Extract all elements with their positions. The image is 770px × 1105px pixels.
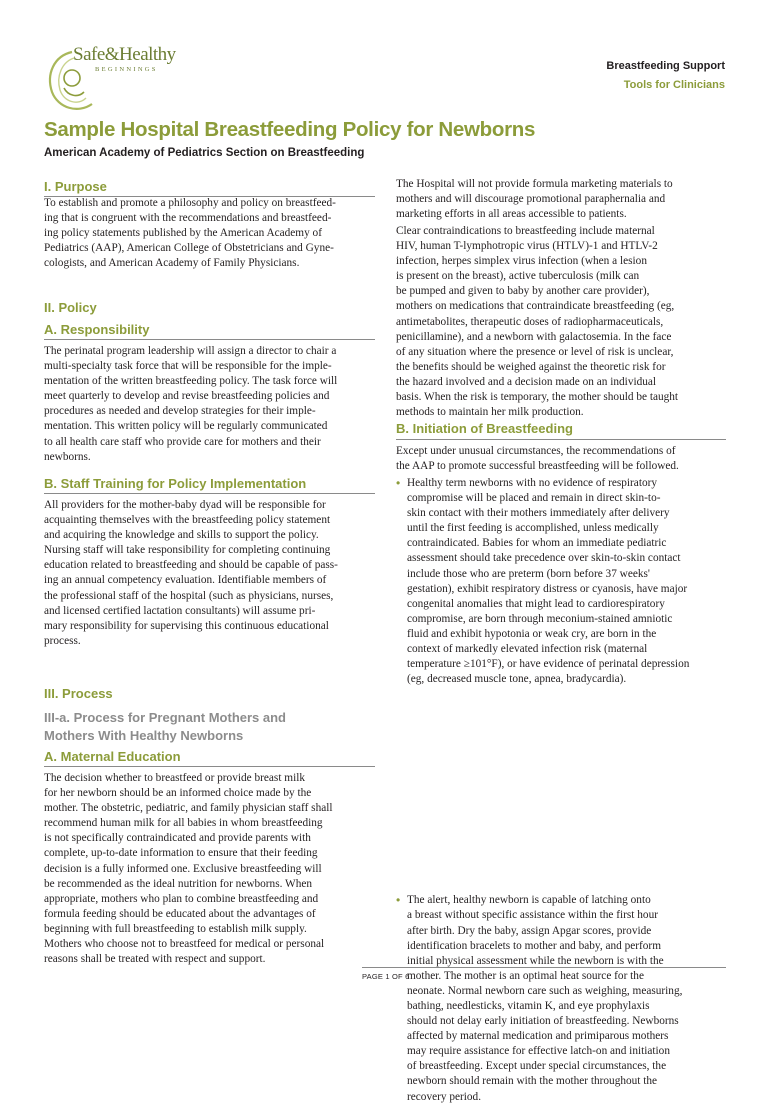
text-line: fluid and exhibit hypotonia or weak cry, are born in the [407, 627, 657, 640]
responsibility-paragraph [44, 344, 379, 465]
text-line: for her newborn should be an informed choice made by the [44, 787, 312, 800]
text-line: recommend human milk for all babies in whom breastfeeding [44, 817, 323, 830]
text-line: identification bracelets to mother and baby, and perform [407, 939, 661, 952]
text-line: mary responsibility for supervising this continuous educational [44, 619, 329, 632]
text-line: meet quarterly to develop and revise breastfeeding policies and [44, 390, 330, 403]
text-line: education related to breastfeeding and should be capable of pass- [44, 559, 338, 572]
text-line: The decision whether to breastfeed or provide breast milk [44, 772, 305, 784]
purpose-paragraph [44, 196, 379, 271]
text-line: The alert, healthy newborn is capable of latching onto [407, 894, 651, 907]
text-line: and acquiring the knowledge and skills to support the policy. [44, 529, 319, 542]
text-line: mother. The mother is an optimal heat source for the [407, 969, 644, 982]
text-line: include those who are preterm (born before 37 weeks' [407, 567, 650, 580]
text-line: temperature ≥101°F), or have evidence of perinatal depression [407, 658, 690, 671]
text-line: should not delay early initiation of breastfeeding. Newborns [407, 1015, 679, 1028]
text-line: congenital anomalies that might lead to cardiorespiratory [407, 597, 665, 610]
text-line: and licensed certified lactation consultants) will assume pri- [44, 604, 316, 617]
maternal-education-heading: A. Maternal Education [44, 749, 181, 764]
text-line: decision is a fully informed one. Exclusive breastfeeding will [44, 862, 322, 875]
text-line: marketing efforts in all areas accessible to patients. [396, 208, 627, 221]
text-line: the professional staff of the hospital (such as physicians, nurses, [44, 589, 334, 602]
text-line: may require assistance for effective latch-on and initiation [407, 1045, 670, 1058]
text-line: The perinatal program leadership will assign a director to chair a [44, 345, 337, 357]
staff-training-heading: B. Staff Training for Policy Implementation [44, 476, 307, 491]
formula-marketing-paragraph [396, 177, 731, 222]
text-line: a breast without specific assistance within the first hour [407, 909, 658, 922]
text-line: infection, herpes simplex virus infection (when a lesion [396, 255, 647, 268]
text-line: reasons shall be treated with respect and support. [44, 953, 266, 966]
text-line: newborn should remain with the mother throughout the [407, 1075, 658, 1088]
bullet-icon: • [396, 476, 401, 490]
text-line: the hazard involved and a decision made on an individual [396, 375, 657, 388]
text-line: compromise, are born through meconium-stained amniotic [407, 612, 673, 625]
text-line: ing policy statements published by the American Academy of [44, 227, 322, 240]
bullet-item [396, 476, 737, 687]
text-line: recovery period. [407, 1090, 482, 1103]
staff-training-paragraph [44, 498, 379, 649]
text-line: basis. When the risk is temporary, the mother should be taught [396, 391, 679, 404]
text-line: gestation), exhibit respiratory distress or cyanosis, have major [407, 582, 688, 595]
text-line: methods to maintain her milk production. [396, 406, 584, 419]
text-line: of breastfeeding. Except under special circumstances, the [407, 1060, 667, 1073]
text-line: Nursing staff will take responsibility for completing continuing [44, 544, 331, 557]
text-line: All providers for the mother-baby dyad will be responsible for [44, 499, 326, 511]
text-line: multi-specialty task force that will be responsible for the imple- [44, 360, 332, 373]
text-line: the benefits should be weighed against the theoretic risk for [396, 360, 666, 373]
header-series-label: Tools for Clinicians [623, 79, 725, 91]
text-line: assessment should take precedence over skin-to-skin contact [407, 552, 681, 565]
text-line: neonate. Normal newborn care such as weighing, measuring, [407, 984, 683, 997]
text-line: mentation. This written policy will be regularly communicated [44, 420, 328, 433]
text-line: process. [44, 634, 81, 647]
text-line: antimetabolites, therapeutic doses of radiopharmaceuticals, [396, 315, 664, 328]
footer-divider [362, 967, 726, 968]
text-line: context of markedly elevated infection risk (maternal [407, 643, 648, 656]
text-line: mother. The obstetric, pediatric, and family physician staff shall [44, 802, 333, 815]
text-line: mothers on medications that contraindicate breastfeeding (eg, [396, 300, 675, 313]
divider [44, 339, 375, 340]
text-line: To establish and promote a philosophy and policy on breastfeed- [44, 197, 336, 209]
divider [44, 766, 375, 767]
text-line: beginning with full breastfeeding to establish milk supply. [44, 922, 307, 935]
text-line: is not specifically contraindicated and provide parents with [44, 832, 311, 845]
responsibility-heading: A. Responsibility [44, 322, 150, 337]
text-line: be recommended as the ideal nutrition for newborns. When [44, 877, 313, 890]
text-line: newborns. [44, 450, 91, 463]
text-line: HIV, human T-lymphotropic virus (HTLV)-1 and HTLV-2 [396, 240, 658, 253]
text-line: penicillamine), and a newborn with galactosemia. In the face [396, 330, 672, 343]
divider [44, 493, 375, 494]
text-line: compromise will be placed and remain in direct skin-to- [407, 492, 661, 505]
page-title: Sample Hospital Breastfeeding Policy for Newborns [44, 118, 536, 141]
bullet-text [407, 476, 737, 687]
text-line: ing an annual competency evaluation. Identifiable members of [44, 574, 327, 587]
process-heading: III. Process [44, 686, 113, 701]
text-line: affected by maternal medication and primiparous mothers [407, 1030, 669, 1043]
bullet-icon: • [396, 893, 401, 908]
page-number: PAGE 1 OF 6 [362, 972, 410, 981]
text-line: Except under unusual circumstances, the recommendations of [396, 445, 676, 457]
text-line: Clear contraindications to breastfeeding include maternal [396, 225, 655, 237]
process-subheading-line2: Mothers With Healthy Newborns [44, 728, 244, 743]
text-line: the AAP to promote successful breastfeeding will be followed. [396, 460, 679, 473]
text-line: ing that is congruent with the recommendations and breastfeed- [44, 212, 332, 225]
text-line: procedures as needed and develop strategies for their imple- [44, 405, 316, 418]
text-line: skin contact with their mothers immediately after delivery [407, 507, 670, 520]
text-line: to all health care staff who provide care for mothers and their [44, 435, 321, 448]
brand-wordmark: Safe&Healthy [73, 44, 176, 65]
initiation-paragraph [396, 444, 731, 474]
brand-tagline: BEGINNINGS [95, 66, 158, 73]
text-line: bathing, needlesticks, vitamin K, and eye prophylaxis [407, 999, 650, 1012]
text-line: be pumped and given to baby by another care provider), [396, 285, 650, 298]
text-line: is present on the breast), active tuberculosis (milk can [396, 270, 640, 283]
text-line: until the first feeding is accomplished, unless medically [407, 522, 659, 535]
contraindications-paragraph [396, 224, 731, 420]
text-line: appropriate, mothers who plan to combine breastfeeding and [44, 892, 319, 905]
text-line: Pediatrics (AAP), American College of Obstetricians and Gyne- [44, 242, 334, 255]
text-line: cologists, and American Academy of Family Physicians. [44, 257, 300, 270]
text-line: Healthy term newborns with no evidence of respiratory [407, 477, 658, 489]
divider [396, 439, 726, 440]
text-line: Mothers who choose not to breastfeed for medical or personal [44, 938, 325, 951]
text-line: acquainting themselves with the breastfeeding policy statement [44, 514, 331, 527]
text-line: The Hospital will not provide formula marketing materials to [396, 178, 673, 190]
text-line: contraindicated. Babies for whom an immediate pediatric [407, 537, 667, 550]
text-line: (eg, decreased muscle tone, apnea, bradycardia). [407, 673, 627, 686]
text-line: initial physical assessment while the newborn is with the [407, 954, 664, 967]
text-line: mentation of the written breastfeeding policy. The task force will [44, 375, 338, 388]
header-section-label: Breastfeeding Support [606, 60, 725, 72]
process-subheading-line1: III-a. Process for Pregnant Mothers and [44, 710, 286, 725]
text-line: after birth. Dry the baby, assign Apgar scores, provide [407, 924, 652, 937]
page-subtitle: American Academy of Pediatrics Section on Breastfeeding [44, 147, 365, 159]
maternal-education-paragraph [44, 771, 379, 967]
text-line: complete, up-to-date information to ensure that their feeding [44, 847, 318, 860]
policy-heading: II. Policy [44, 300, 97, 315]
text-line: formula feeding should be educated about the advantages of [44, 907, 316, 920]
initiation-heading: B. Initiation of Breastfeeding [396, 421, 573, 436]
text-line: mothers and will discourage promotional paraphernalia and [396, 193, 666, 206]
purpose-heading: I. Purpose [44, 179, 107, 194]
bullet-text [407, 893, 737, 1104]
bullet-item [396, 893, 737, 1104]
text-line: of any situation where the presence or level of risk is unclear, [396, 345, 674, 358]
